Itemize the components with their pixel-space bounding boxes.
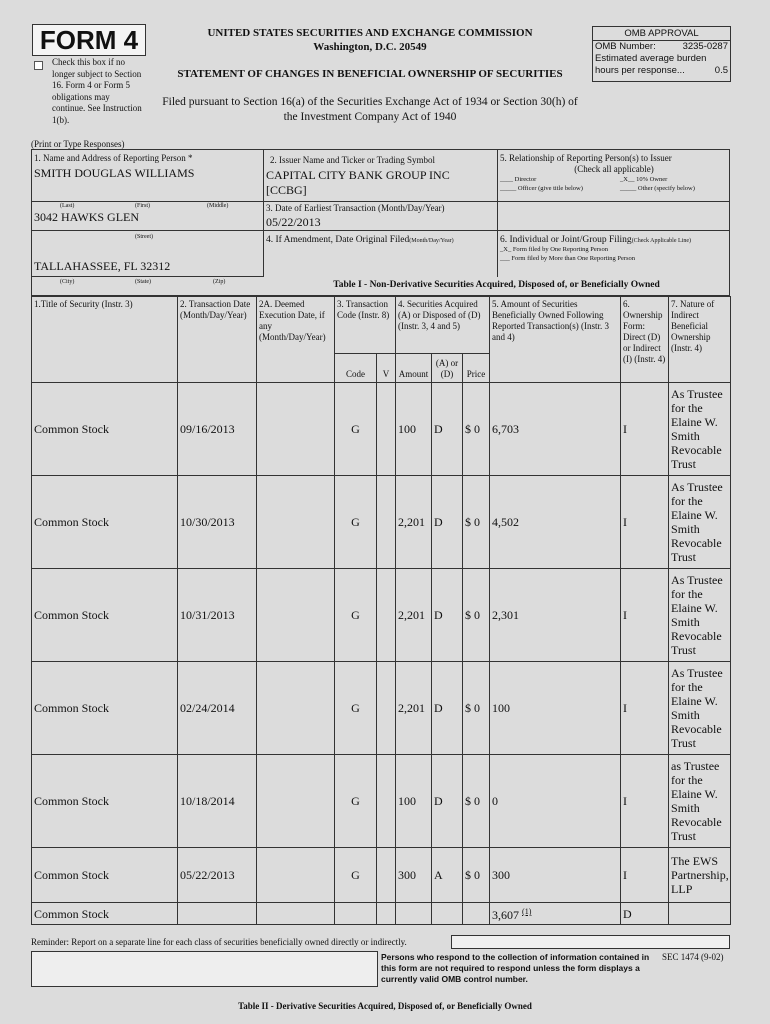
cell-ownership-form-text: I	[623, 515, 628, 529]
omb-hours: 0.5	[714, 65, 728, 76]
cell-security-title-text: Common Stock	[34, 608, 110, 622]
cell-v	[377, 903, 396, 925]
city-value: TALLAHASSEE, FL 32312	[34, 259, 171, 273]
cell-price-text: $ 0	[465, 422, 480, 436]
cell-owned-following-text: 0	[492, 794, 499, 808]
cell-amount	[396, 903, 432, 925]
cell-ownership-form	[621, 569, 669, 662]
cell-owned-following	[490, 848, 621, 903]
cell-transaction-date-text: 09/16/2013	[180, 422, 235, 436]
director-line: ____ Director	[500, 176, 537, 183]
box2-label: 2. Issuer Name and Ticker or Trading Symbol	[270, 155, 435, 165]
cell-owned-following	[490, 476, 621, 569]
cell-security-title-text: Common Stock	[34, 701, 110, 715]
cell-owned-following	[490, 569, 621, 662]
cell-security-title	[32, 383, 178, 476]
cell-security-title-text: Common Stock	[34, 906, 110, 921]
col-owned-header: 5. Amount of Securities Beneficially Owned Following Reported Transaction(s) (Instr. 3 and 4)	[490, 297, 621, 383]
cell-ownership-form-text: I	[623, 422, 628, 436]
cell-transaction-date-text: 05/22/2013	[180, 868, 235, 882]
cell-deemed-date	[257, 383, 335, 476]
cell-a-or-d-text: D	[434, 608, 443, 622]
table-row	[32, 755, 731, 848]
col-code-header: 3. Transaction Code (Instr. 8)	[335, 297, 396, 354]
cell-ownership-form	[621, 848, 669, 903]
cell-amount-text: 300	[398, 868, 416, 882]
cell-owned-following-text: 6,703	[492, 422, 520, 436]
cell-amount-text: 2,201	[398, 515, 425, 529]
cell-security-title-text: Common Stock	[34, 422, 110, 436]
cell-amount	[396, 662, 432, 755]
col-nature-header: 7. Nature of Indirect Beneficial Ownership (Instr. 4)	[669, 297, 731, 383]
box5-sub: (Check all applicable)	[574, 164, 654, 174]
omb-number-label: OMB Number:	[595, 41, 656, 52]
cell-deemed-date	[257, 755, 335, 848]
cell-nature-of-ownership-text: As Trustee for the Elaine W. Smith Revocable Trust	[671, 666, 723, 750]
cell-deemed-date	[257, 903, 335, 925]
checkbox-note: Check this box if no longer subject to Section 16. Form 4 or Form 5 obligations may continue. See Instruction 1(b).	[52, 57, 142, 125]
table-row	[32, 662, 731, 755]
cell-nature-of-ownership	[669, 476, 731, 569]
cell-transaction-code-text: G	[351, 608, 360, 622]
cell-transaction-code-text: G	[351, 422, 360, 436]
cell-nature-of-ownership-text: The EWS Partnership, LLP	[671, 854, 729, 896]
price-subheader: Price	[463, 354, 490, 383]
cell-transaction-date	[178, 476, 257, 569]
cell-security-title	[32, 569, 178, 662]
cell-security-title	[32, 755, 178, 848]
cell-ownership-form-text: I	[623, 868, 628, 882]
cell-amount	[396, 383, 432, 476]
cell-amount-text: 100	[398, 794, 416, 808]
cell-transaction-code-text: G	[351, 701, 360, 715]
cell-a-or-d	[432, 848, 463, 903]
cell-deemed-date	[257, 662, 335, 755]
agency-city: Washington, D.C. 20549	[313, 41, 427, 53]
street-value: 3042 HAWKS GLEN	[34, 210, 140, 224]
cell-security-title	[32, 662, 178, 755]
issuer-ticker: [CCBG]	[266, 183, 307, 197]
cell-a-or-d-text: A	[434, 868, 443, 882]
col-deemed-header: 2A. Deemed Execution Date, if any (Month/Day/Year)	[257, 297, 335, 383]
cell-owned-following	[490, 383, 621, 476]
box4-label	[266, 235, 454, 245]
cell-transaction-code-text: G	[351, 868, 360, 882]
other-line: _____ Other (specify below)	[620, 185, 695, 192]
cell-amount-text: 2,201	[398, 701, 425, 715]
cell-amount	[396, 569, 432, 662]
cell-price	[463, 662, 490, 755]
cell-owned-following-text: 3,607	[492, 908, 520, 922]
cell-a-or-d	[432, 383, 463, 476]
cell-security-title-text: Common Stock	[34, 868, 110, 882]
cell-amount	[396, 755, 432, 848]
cell-a-or-d	[432, 662, 463, 755]
cell-owned-following	[490, 755, 621, 848]
cell-nature-of-ownership-text: As Trustee for the Elaine W. Smith Revocable Trust	[671, 387, 723, 471]
street-label: (Street)	[135, 234, 153, 240]
cell-security-title	[32, 848, 178, 903]
cell-owned-following	[490, 903, 621, 925]
cell-transaction-date	[178, 569, 257, 662]
table-row	[32, 383, 731, 476]
ten-pct-owner-line: _X__ 10% Owner	[620, 176, 668, 183]
reminder-blank-field	[451, 935, 730, 949]
non-derivative-table	[31, 296, 731, 925]
cell-nature-of-ownership	[669, 848, 731, 903]
col-acquired-header: 4. Securities Acquired (A) or Disposed of (D) (Instr. 3, 4 and 5)	[396, 297, 490, 354]
cell-ownership-form	[621, 755, 669, 848]
cell-a-or-d-text: D	[434, 422, 443, 436]
omb-title: OMB APPROVAL	[593, 27, 730, 41]
table-row	[32, 903, 731, 925]
form-title: FORM 4	[32, 24, 146, 56]
cell-nature-of-ownership-text: as Trustee for the Elaine W. Smith Revocable Trust	[671, 759, 722, 843]
statement-title: STATEMENT OF CHANGES IN BENEFICIAL OWNERSHIP OF SECURITIES	[177, 68, 563, 80]
cell-v	[377, 848, 396, 903]
no-longer-subject-checkbox[interactable]	[34, 61, 43, 70]
box1-label: 1. Name and Address of Reporting Person *	[34, 153, 193, 163]
cell-v	[377, 569, 396, 662]
cell-amount	[396, 476, 432, 569]
amount-subheader: Amount	[396, 354, 432, 383]
cell-a-or-d	[432, 755, 463, 848]
cell-price	[463, 383, 490, 476]
cell-price-text: $ 0	[465, 608, 480, 622]
cell-amount-text: 100	[398, 422, 416, 436]
col-date-header: 2. Transaction Date (Month/Day/Year)	[178, 297, 257, 383]
cell-price-text: $ 0	[465, 515, 480, 529]
cell-ownership-form	[621, 476, 669, 569]
omb-number: 3235-0287	[682, 41, 728, 52]
cell-deemed-date	[257, 848, 335, 903]
table1-title: Table I - Non-Derivative Securities Acquired, Disposed of, or Beneficially Owned	[333, 280, 660, 290]
cell-transaction-date	[178, 848, 257, 903]
omb-hours-label: hours per response...	[595, 65, 685, 76]
zip-label: (Zip)	[213, 279, 226, 285]
cell-transaction-code	[335, 383, 377, 476]
cell-deemed-date	[257, 476, 335, 569]
col-title-header: 1.Title of Security (Instr. 3)	[32, 297, 178, 383]
issuer-name: CAPITAL CITY BANK GROUP INC	[266, 168, 450, 182]
box6-label-text: 6. Individual or Joint/Group Filing	[500, 235, 632, 245]
cell-price	[463, 476, 490, 569]
cell-security-title-text: Common Stock	[34, 794, 110, 808]
table-row	[32, 569, 731, 662]
cell-nature-of-ownership-text: As Trustee for the Elaine W. Smith Revocable Trust	[671, 480, 723, 564]
filed-pursuant-line2: the Investment Company Act of 1940	[283, 111, 457, 123]
box3-label: 3. Date of Earliest Transaction (Month/Day/Year)	[266, 203, 445, 213]
box5-label: 5. Relationship of Reporting Person(s) to Issuer	[500, 153, 672, 163]
cell-transaction-date-text: 10/18/2014	[180, 794, 235, 808]
cell-ownership-form-text: I	[623, 701, 628, 715]
agency-name: UNITED STATES SECURITIES AND EXCHANGE COMMISSION	[207, 27, 533, 39]
cell-v	[377, 476, 396, 569]
cell-price	[463, 569, 490, 662]
cell-transaction-date-text: 10/31/2013	[180, 608, 235, 622]
cell-nature-of-ownership	[669, 903, 731, 925]
cell-transaction-code	[335, 569, 377, 662]
cell-security-title	[32, 476, 178, 569]
cell-owned-following-text: 2,301	[492, 608, 520, 622]
state-label: (State)	[135, 279, 151, 285]
cell-price-text: $ 0	[465, 701, 480, 715]
cell-ownership-form	[621, 903, 669, 925]
cell-a-or-d-text: D	[434, 515, 443, 529]
cell-a-or-d	[432, 569, 463, 662]
last-label: (Last)	[60, 203, 75, 209]
cell-ownership-form	[621, 383, 669, 476]
sec-code: SEC 1474 (9-02)	[662, 952, 724, 962]
cell-nature-of-ownership	[669, 383, 731, 476]
reporting-person-name: SMITH DOUGLAS WILLIAMS	[34, 166, 195, 180]
omb-burden-label: Estimated average burden	[595, 53, 707, 64]
more-persons-line: ___ Form filed by More than One Reporting Person	[500, 255, 636, 262]
table2-title: Table II - Derivative Securities Acquired, Disposed of, or Beneficially Owned	[238, 1001, 532, 1011]
cell-owned-following-text: 4,502	[492, 515, 520, 529]
table-row	[32, 848, 731, 903]
cell-amount-text: 2,201	[398, 608, 425, 622]
cell-owned-following-text: 100	[492, 701, 511, 715]
cell-a-or-d-text: D	[434, 794, 443, 808]
table-row	[32, 476, 731, 569]
box6-label	[500, 235, 691, 245]
cell-price	[463, 903, 490, 925]
cell-nature-of-ownership	[669, 755, 731, 848]
cell-a-or-d	[432, 476, 463, 569]
code-subheader: Code	[335, 354, 377, 383]
cell-v	[377, 383, 396, 476]
cell-price	[463, 755, 490, 848]
cell-transaction-date-text: 10/30/2013	[180, 515, 235, 529]
cell-a-or-d	[432, 903, 463, 925]
omb-approval-box	[592, 26, 731, 82]
cell-transaction-code-text: G	[351, 794, 360, 808]
cell-price-text: $ 0	[465, 868, 480, 882]
filed-pursuant-line1: Filed pursuant to Section 16(a) of the Securities Exchange Act of 1934 or Section 30(h) of	[162, 96, 578, 108]
one-person-line: _X_ Form filed by One Reporting Person	[500, 246, 608, 253]
cell-nature-of-ownership-text: As Trustee for the Elaine W. Smith Revocable Trust	[671, 573, 723, 657]
cell-transaction-code	[335, 848, 377, 903]
persons-note: Persons who respond to the collection of information contained in this form are not required to respond unless the form displays a currently valid OMB control number.	[381, 952, 650, 984]
cell-security-title	[32, 903, 178, 925]
earliest-transaction-date: 05/22/2013	[266, 215, 321, 229]
cell-ownership-form	[621, 662, 669, 755]
cell-ownership-form-text: I	[623, 608, 628, 622]
cell-transaction-date	[178, 755, 257, 848]
cell-owned-following-text: 300	[492, 868, 511, 882]
footnote-link[interactable]: (1)	[522, 907, 532, 916]
cell-deemed-date	[257, 569, 335, 662]
cell-v	[377, 662, 396, 755]
cell-transaction-code-text: G	[351, 515, 360, 529]
cell-price	[463, 848, 490, 903]
box4-label-text: 4. If Amendment, Date Original Filed	[266, 235, 410, 245]
cell-transaction-code	[335, 476, 377, 569]
cell-price-text: $ 0	[465, 794, 480, 808]
reminder-note: Reminder: Report on a separate line for each class of securities beneficially owned directly or indirectly.	[31, 937, 407, 947]
cell-transaction-code	[335, 662, 377, 755]
box6-sub: (Check Applicable Line)	[631, 238, 691, 244]
city-label: (City)	[60, 279, 75, 285]
col-form-header: 6. Ownership Form: Direct (D) or Indirect (I) (Instr. 4)	[621, 297, 669, 383]
cell-a-or-d-text: D	[434, 701, 443, 715]
cell-transaction-date	[178, 903, 257, 925]
persons-note-blank-field	[31, 951, 378, 987]
cell-ownership-form-text: D	[623, 906, 632, 921]
cell-transaction-date	[178, 662, 257, 755]
officer-line: _____ Officer (give title below)	[500, 185, 583, 192]
cell-security-title-text: Common Stock	[34, 515, 110, 529]
cell-amount	[396, 848, 432, 903]
cell-owned-following	[490, 662, 621, 755]
aord-subheader: (A) or (D)	[432, 354, 463, 383]
v-subheader: V	[377, 354, 396, 383]
cell-transaction-date-text: 02/24/2014	[180, 701, 235, 715]
first-label: (First)	[135, 203, 150, 209]
cell-transaction-code	[335, 755, 377, 848]
cell-transaction-code	[335, 903, 377, 925]
cell-nature-of-ownership	[669, 569, 731, 662]
cell-ownership-form-text: I	[623, 794, 628, 808]
cell-v	[377, 755, 396, 848]
middle-label: (Middle)	[207, 203, 229, 209]
print-note: (Print or Type Responses)	[31, 139, 125, 149]
box4-sub: (Month/Day/Year)	[409, 238, 454, 244]
cell-nature-of-ownership	[669, 662, 731, 755]
cell-transaction-date	[178, 383, 257, 476]
